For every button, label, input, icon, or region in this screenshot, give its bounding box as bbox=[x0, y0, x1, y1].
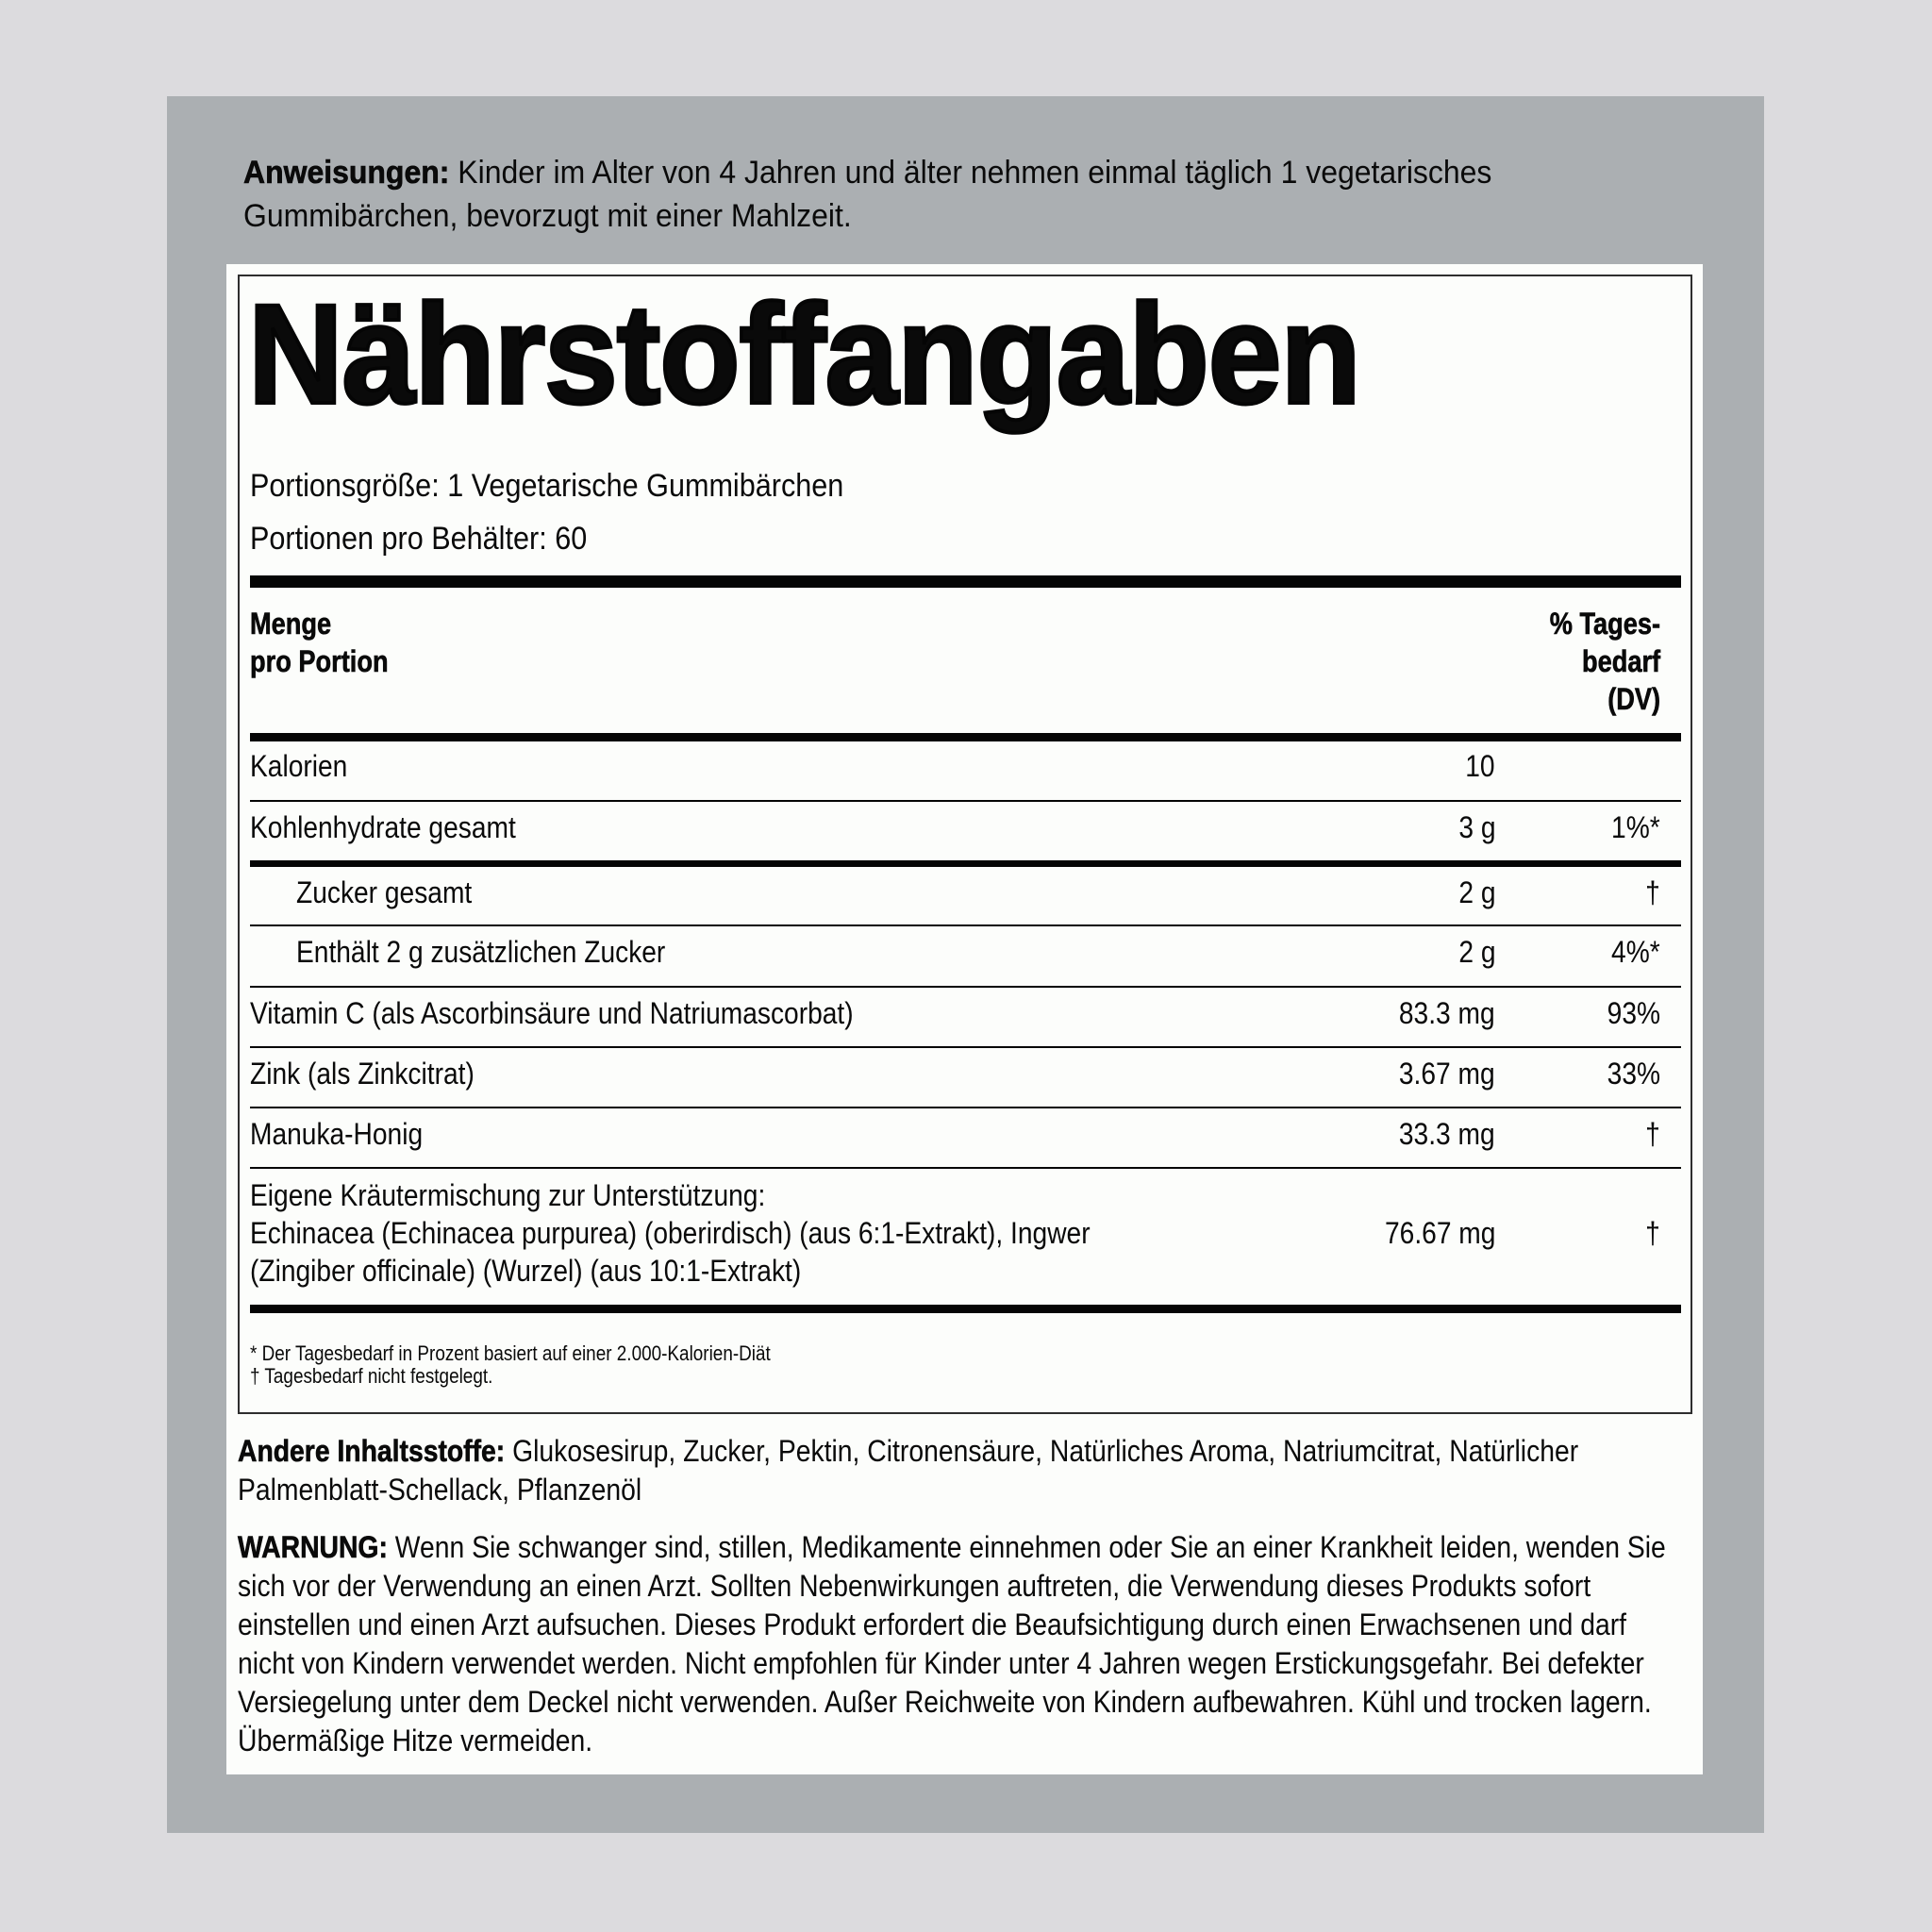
warning-line-1 bbox=[238, 1528, 1666, 1567]
other-ingredients-text-1: Glukosesirup, Zucker, Pektin, Citronensäure, Natürliches Aroma, Natriumcitrat, Natürlicher bbox=[505, 1434, 1579, 1468]
other-ingredients-line-1 bbox=[238, 1432, 1578, 1471]
rule bbox=[250, 1107, 1681, 1108]
row-amount-calories bbox=[1461, 747, 1495, 786]
row-name-added-sugars bbox=[296, 933, 716, 972]
footnotes bbox=[250, 1342, 856, 1388]
directions-label: Anweisungen: bbox=[243, 155, 450, 191]
warning-label: WARNUNG: bbox=[238, 1530, 388, 1564]
nutrient-dv: 33% bbox=[1607, 1057, 1660, 1091]
rule bbox=[250, 1167, 1681, 1169]
warning-line-3: einstellen und einen Arzt aufsuchen. Dieses Produkt erfordert die Beaufsichtigung durch einen Erwachsenen und darf bbox=[238, 1607, 1626, 1641]
nutrient-amount: 3.67 mg bbox=[1399, 1057, 1495, 1091]
footnote-dv: * Der Tagesbedarf in Prozent basiert auf einer 2.000-Kalorien-Diät bbox=[250, 1341, 771, 1365]
nutrient-name: Vitamin C (als Ascorbinsäure und Natriumascorbat) bbox=[250, 996, 854, 1030]
nutrient-dv: 4%* bbox=[1611, 935, 1660, 969]
warning-text-1: Wenn Sie schwanger sind, stillen, Medikamente einnehmen oder Sie an einer Krankheit leiden, wenden Sie bbox=[387, 1530, 1666, 1564]
footnote-dagger: † Tagesbedarf nicht festgelegt. bbox=[250, 1364, 493, 1388]
serving-size: Portionsgröße: 1 Vegetarische Gummibärchen bbox=[250, 468, 844, 504]
directions bbox=[243, 151, 1572, 238]
dv-header bbox=[1530, 605, 1660, 718]
herbal-blend-line-1: Eigene Kräutermischung zur Unterstützung: bbox=[250, 1178, 766, 1212]
amount-header-line-2: pro Portion bbox=[250, 644, 389, 678]
row-amount-added-sugars bbox=[1454, 933, 1495, 972]
warning-line-4: nicht von Kindern verwendet werden. Nicht empfohlen für Kinder unter 4 Jahren wegen Erstickungsgefahr. Bei defekter bbox=[238, 1646, 1644, 1680]
dagger-icon: † bbox=[1645, 1216, 1660, 1250]
dagger-icon: † bbox=[1645, 1117, 1660, 1151]
warning-line-6: Übermäßige Hitze vermeiden. bbox=[238, 1724, 593, 1757]
nutrient-amount: 2 g bbox=[1457, 875, 1495, 909]
servings-per-container: Portionen pro Behälter: 60 bbox=[250, 521, 588, 557]
row-name-manuka-honey bbox=[250, 1115, 446, 1154]
row-name-carbs bbox=[250, 808, 552, 847]
amount-header-line-1: Menge bbox=[250, 607, 332, 641]
directions-line-1 bbox=[243, 151, 1491, 194]
facts-title: Nährstoffangaben bbox=[248, 275, 1360, 433]
row-name-total-sugars bbox=[296, 874, 496, 912]
dv-header-line-3: (DV) bbox=[1607, 682, 1660, 716]
rule bbox=[250, 800, 1681, 802]
nutrient-name: Kalorien bbox=[250, 749, 348, 783]
row-dv-manuka-honey bbox=[1643, 1115, 1660, 1154]
nutrient-name: Kohlenhydrate gesamt bbox=[250, 810, 516, 844]
other-ingredients-line-2: Palmenblatt-Schellack, Pflanzenöl bbox=[238, 1473, 642, 1507]
nutrient-amount: 83.3 mg bbox=[1399, 996, 1495, 1030]
row-name-vitamin-c bbox=[250, 994, 936, 1033]
serving-info bbox=[250, 459, 909, 565]
row-amount-manuka-honey bbox=[1386, 1115, 1495, 1154]
nutrient-amount: 10 bbox=[1465, 749, 1495, 783]
row-name-calories bbox=[250, 747, 360, 786]
herbal-blend-dv bbox=[1643, 1214, 1660, 1253]
warning bbox=[238, 1528, 1852, 1760]
row-amount-total-sugars bbox=[1454, 874, 1495, 912]
warning-line-2: sich vor der Verwendung an einen Arzt. Sollten Nebenwirkungen auftreten, die Verwendung dieses Produkts sofort bbox=[238, 1569, 1591, 1603]
other-ingredients bbox=[238, 1432, 1753, 1509]
herbal-blend-amount bbox=[1370, 1214, 1495, 1253]
nutrient-amount: 3 g bbox=[1457, 810, 1495, 844]
rule bbox=[250, 924, 1681, 926]
nutrient-amount: 76.67 mg bbox=[1384, 1216, 1495, 1250]
nutrient-name: Zink (als Zinkcitrat) bbox=[250, 1057, 475, 1091]
thick-rule-header bbox=[250, 733, 1681, 741]
row-amount-carbs bbox=[1454, 808, 1495, 847]
directions-text-1: Kinder im Alter von 4 Jahren und älter nehmen einmal täglich 1 vegetarisches bbox=[449, 155, 1492, 191]
warning-line-5: Versiegelung unter dem Deckel nicht verwenden. Außer Reichweite von Kindern aufbewahren. Kühl und trocken lagern. bbox=[238, 1685, 1652, 1719]
rule bbox=[250, 986, 1681, 988]
row-dv-zinc bbox=[1600, 1055, 1660, 1093]
nutrient-amount: 33.3 mg bbox=[1399, 1117, 1495, 1151]
herbal-blend-line-2: Echinacea (Echinacea purpurea) (oberirdisch) (aus 6:1-Extrakt), Ingwer bbox=[250, 1216, 1091, 1250]
dagger-icon: † bbox=[1645, 875, 1660, 909]
nutrient-name: Manuka-Honig bbox=[250, 1117, 424, 1151]
row-dv-total-sugars bbox=[1643, 874, 1660, 912]
nutrient-amount: 2 g bbox=[1457, 935, 1495, 969]
row-dv-carbs bbox=[1605, 808, 1660, 847]
nutrient-name: Enthält 2 g zusätzlichen Zucker bbox=[296, 935, 666, 969]
row-name-zinc bbox=[250, 1055, 505, 1093]
nutrient-dv: 1%* bbox=[1611, 810, 1660, 844]
row-amount-vitamin-c bbox=[1386, 994, 1495, 1033]
rule bbox=[250, 1046, 1681, 1048]
amount-header bbox=[250, 605, 412, 680]
herbal-blend-name bbox=[250, 1176, 1205, 1290]
row-amount-zinc bbox=[1386, 1055, 1495, 1093]
dv-header-line-1: % Tages- bbox=[1549, 607, 1660, 641]
herbal-blend-line-3: (Zingiber officinale) (Wurzel) (aus 10:1-Extrakt) bbox=[250, 1254, 802, 1288]
row-dv-added-sugars bbox=[1605, 933, 1660, 972]
nutrient-dv: 93% bbox=[1607, 996, 1660, 1030]
dv-header-line-2: bedarf bbox=[1581, 644, 1660, 678]
other-ingredients-label: Andere Inhaltsstoffe: bbox=[238, 1434, 506, 1468]
directions-line-2: Gummibärchen, bevorzugt mit einer Mahlzeit. bbox=[243, 198, 852, 234]
thick-rule-top bbox=[250, 575, 1681, 588]
row-dv-vitamin-c bbox=[1600, 994, 1660, 1033]
nutrient-name: Zucker gesamt bbox=[296, 875, 473, 909]
medium-rule bbox=[250, 860, 1681, 867]
thick-rule-bottom bbox=[250, 1305, 1681, 1313]
